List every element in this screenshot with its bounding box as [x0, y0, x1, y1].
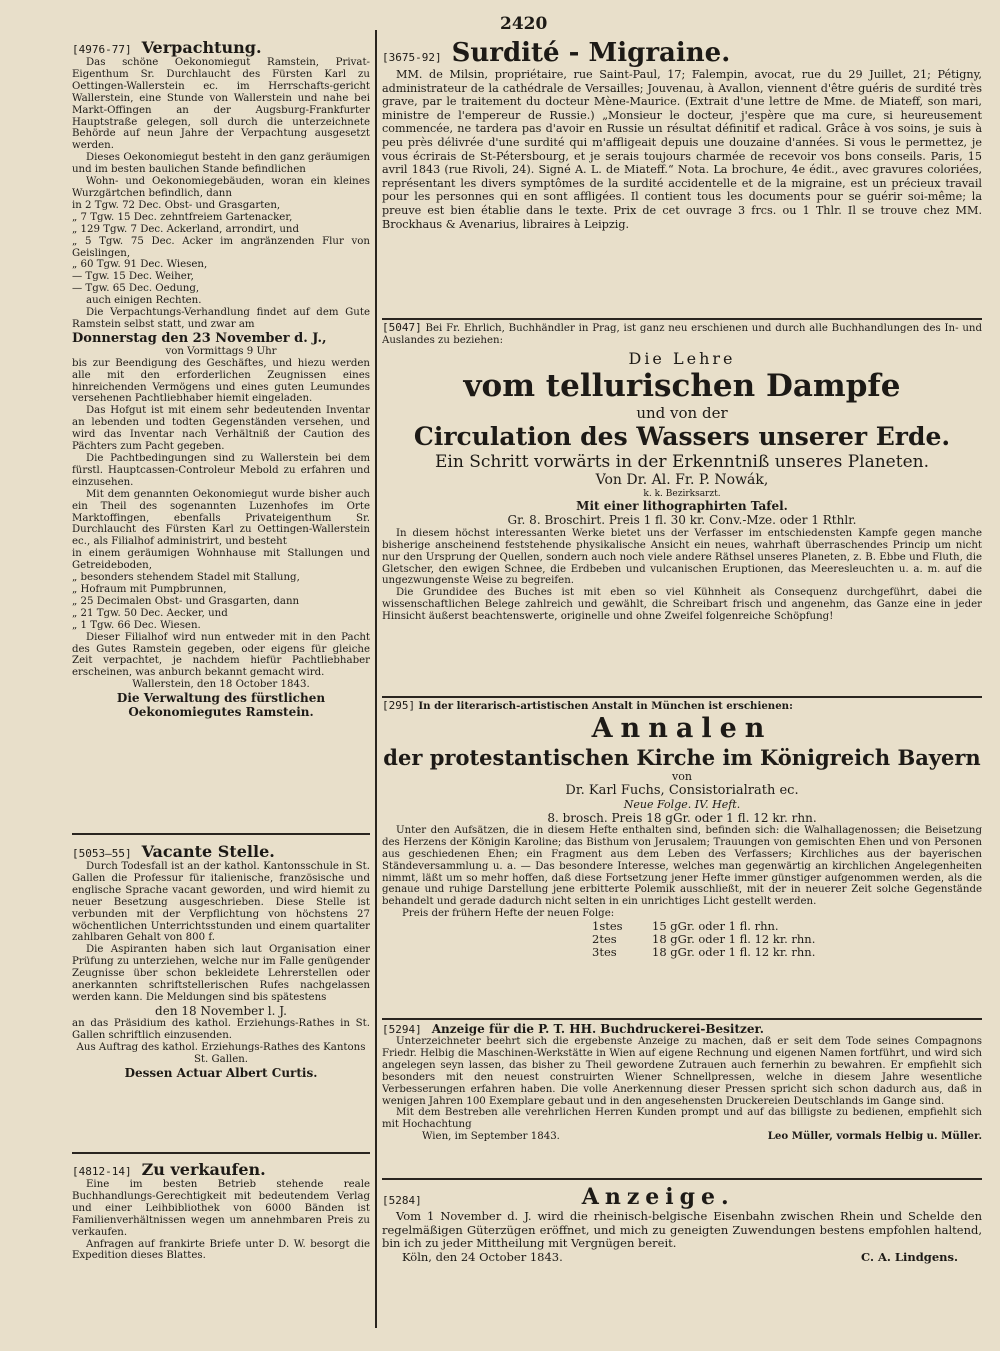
paragraph: Unterzeichneter beehrt sich die ergebenste Anzeige zu machen, daß er seit dem Tode seines Compagnons Friedr. Helbig die Maschinen-Werkstätte in Wien auf eigene Rechnung und eigenen Namen fortführt, und wird sich angelegen seyn lassen, das bisher zu Theil gewordene Zutrauen auch fernerhin zu bewahren. Er empfiehlt sich besonders mit den neuest construirten Wiener Schnellpressen, welche in diesem Jahre wesentliche Verbesserungen erfahren haben. Die volle Anerkennung dieser Pressen spricht sich schon dadurch aus, daß in wenigen Jahren 100 Exemplare gebaut und in den angesehensten Druckereien Deutschlands im Gange sind.: [382, 1036, 982, 1107]
book-line: von: [672, 769, 692, 783]
divider: [382, 696, 982, 698]
place-date: Wallerstein, den 18 October 1843.: [132, 679, 310, 691]
paragraph: Die Grundidee des Buches ist mit eben so viel Kühnheit als Consequenz durchgeführt, dabei die wissenschaftlichen Belege zahlreich und gewählt, die Schreibart frisch und angenehm, das Ganze eine in jeder Hinsicht äußerst beachtenswerte, originelle und ohne Zweifel folgenreiche Schöpfung!: [382, 587, 982, 623]
book-price: Gr. 8. Broschirt. Preis 1 fl. 30 kr. Conv.-Mze. oder 1 Rthlr.: [507, 512, 857, 527]
book-author: Von Dr. Al. Fr. P. Nowák,: [595, 471, 769, 488]
divider: [382, 318, 982, 320]
column-divider: [375, 30, 377, 1328]
ad-title: Anzeige für die P. T. HH. Buchdruckerei-Besitzer.: [431, 1022, 764, 1036]
book-title: vom tellurischen Dampfe: [463, 367, 901, 404]
ad-ref: [5294]: [382, 1023, 422, 1036]
place-date: Köln, den 24 October 1843.: [402, 1249, 563, 1264]
ad-title: Surdité - Migraine.: [451, 38, 731, 68]
signature: Dessen Actuar Albert Curtis.: [124, 1065, 318, 1080]
list-item: „ 5 Tgw. 75 Dec. Acker im angränzenden Flur von Geislingen,: [72, 235, 370, 259]
paragraph: Das schöne Oekonomiegut Ramstein, Privat-Eigenthum Sr. Durchlaucht des Fürsten Karl zu Oettingen-Wallerstein ec. im Herrschafts-gericht Wallerstein, eine Stunde von Wallerstein und nahe bei Markt-Offingen an der Augsburg-Frankfurter Hauptstraße gelegen, soll durch die unterzeichnete Behörde auf neun Jahre der Verpachtung ausgesetzt werden.: [72, 57, 370, 152]
paragraph: Unter den Aufsätzen, die in diesem Hefte enthalten sind, befinden sich: die Walhallagenossen; die Beisetzung des Herzens der Königin Karoline; das Bisthum von Jerusalem; Trauungen von gemischten Ehen und von Personen aus geschiedenen Ehen; ein Fragment aus dem Leben des Verfassers; Kirchliches aus der bayerischen Ständeversammlung u. a. — Das besondere Interesse, welches man gegenwärtig an kirchlichen Angelegenheiten nimmt, läßt um so mehr hoffen, daß diese Fortsetzung jener Hefte immer günstiger aufgenommen werden, als die genaue und ruhige Darstellung jene erbitterte Polemik ausschließt, mit der in neuerer Zeit solche Gegenstände behandelt und gerade dadurch nicht selten in ein unrichtiges Licht gestellt werden.: [382, 824, 982, 908]
ad-buchdrucker: [382, 1022, 982, 1178]
book-title: Annalen: [591, 712, 773, 744]
book-subtitle: der protestantischen Kirche im Königreich Bayern: [383, 744, 981, 770]
paragraph: Vom 1 November d. J. wird die rheinisch-belgische Eisenbahn zwischen Rhein und Schelde den regelmäßigen Güterzügen eröffnet, und mich zu geneigten Zuwendungen bestens empfohlen haltend, bin ich zu jeder Mittheilung mit Vergnügen bereit.: [382, 1209, 982, 1250]
list-item: „ Hofraum mit Pumpbrunnen,: [72, 583, 227, 595]
price-row: [592, 946, 982, 959]
ad-ref: [3675-92]: [382, 51, 442, 64]
list-item: „ besonders stehendem Stadel mit Stallung,: [72, 572, 300, 584]
price-heft: 1stes: [592, 919, 623, 934]
list-item: — Tgw. 65 Dec. Oedung,: [72, 283, 200, 295]
paragraph: Wohn- und Oekonomiegebäuden, woran ein kleines Wurzgärtchen befindlich, dann: [72, 176, 370, 199]
ad-zu-verkaufen: [72, 1160, 370, 1280]
paragraph: Anfragen auf frankirte Briefe unter D. W. besorgt die Expedition dieses Blattes.: [72, 1238, 370, 1262]
paragraph: in einem geräumigen Wohnhause mit Stallungen und Getreideboden,: [72, 548, 370, 572]
ad-surdite: [382, 38, 982, 316]
ad-title: Verpachtung.: [141, 38, 262, 57]
divider: [382, 1178, 982, 1180]
price-heft: 3tes: [592, 945, 617, 960]
ad-ref: [295]: [382, 700, 416, 712]
paragraph: In diesem höchst interessanten Werke bietet uns der Verfasser im entschiedensten Kampfe gegen manche bisherige anscheinend feststehende physikalische Ansicht ein neues, wahrhaft überraschendes Princip um nicht nur den Ursprung der Quellen, sondern auch noch viele andere Räthsel unseres Planeten, z. B. Ebbe und Fluth, die Gletscher, den ewigen Schnee, die Erdbeben und vulcanischen Eruptionen, das Meeresleuchten u. a. m. auf die ungezwungenste Weise zu begreifen.: [382, 527, 982, 587]
book-line: und von der: [636, 403, 728, 422]
list-item: in 2 Tgw. 72 Dec. Obst- und Grasgarten,: [72, 199, 281, 211]
paragraph: an das Präsidium des kathol. Erziehungs-Rathes in St. Gallen schriftlich einzusenden.: [72, 1017, 370, 1041]
paragraph: auch einigen Rechten.: [86, 295, 202, 307]
list-item: „ 25 Decimalen Obst- und Grasgarten, dann: [72, 595, 300, 607]
auction-time: von Vormittags 9 Uhr: [165, 345, 277, 357]
ad-ref: [5284]: [382, 1194, 422, 1207]
list-item: — Tgw. 15 Dec. Weiher,: [72, 271, 194, 283]
book-line: Ein Schritt vorwärts in der Erkenntniß unseres Planeten.: [435, 451, 929, 472]
paragraph: Dieses Oekonomiegut besteht in den ganz geräumigen und im besten baulichen Stande befindlichen: [72, 152, 370, 176]
ad-ref: [4812-14]: [72, 1165, 132, 1178]
paragraph: Das Hofgut ist mit einem sehr bedeutenden Inventar an lebenden und todten Gegenständen versehen, und wird das Inventar nach Verhältniß der Caution des Pächters zum Pacht gegeben.: [72, 405, 370, 453]
paragraph: Preis der frühern Hefte der neuen Folge:: [402, 908, 615, 920]
paragraph: Dieser Filialhof wird nun entweder mit in den Pacht des Gutes Ramstein gegeben, oder eigens für gleiche Zeit verpachtet, je nachdem hiefür Pachtliebhaber erscheinen, was anburch bekannt gemacht wird.: [72, 631, 370, 679]
paragraph: In der literarisch-artistischen Anstalt in München ist erschienen:: [418, 700, 793, 712]
list-item: „ 60 Tgw. 91 Dec. Wiesen,: [72, 259, 208, 271]
list-item: „ 129 Tgw. 7 Dec. Ackerland, arrondirt, und: [72, 223, 299, 235]
paragraph: Durch Todesfall ist an der kathol. Kantonsschule in St. Gallen die Professur für italienische, französische und englische Sprache vacant geworden, und wird hiemit zu neuer Besetzung ausgeschrieben. Diese Stelle ist verbunden mit der Verpflichtung von höchstens 27 wöchentlichen Unterrichtsstunden und einem quartaliter zahlbaren Gehalt von 800 f.: [72, 861, 370, 944]
ad-ref: [5053—55]: [72, 847, 132, 860]
book-edition: Neue Folge. IV. Heft.: [623, 797, 741, 811]
book-author-title: k. k. Bezirksarzt.: [643, 488, 721, 499]
signature: Leo Müller, vormals Helbig u. Müller.: [767, 1130, 982, 1143]
place-date: Wien, im September 1843.: [422, 1131, 560, 1143]
book-subtitle: Circulation des Wassers unserer Erde.: [413, 421, 951, 451]
paragraph: Die Verpachtungs-Verhandlung findet auf dem Gute Ramstein selbst statt, und zwar am: [72, 307, 370, 330]
book-author: Dr. Karl Fuchs, Consistorialrath ec.: [565, 782, 799, 798]
auction-date: Donnerstag den 23 November d. J.,: [72, 330, 327, 346]
paragraph: bis zur Beendigung des Geschäftes, und hiezu werden alle mit den erforderlichen Zeugnissen eines hinreichenden Vermögens und eines guten Leumundes versehenen Pachtliebhaber hiemit eingeladen.: [72, 357, 370, 405]
signature: Die Verwaltung des fürstlichen Oekonomiegutes Ramstein.: [116, 691, 326, 720]
ad-vacante-stelle: [72, 842, 370, 1147]
ad-ref: [4976-77]: [72, 43, 132, 56]
price-value: 15 gGr. oder 1 fl. rhn.: [652, 919, 779, 934]
divider: [72, 833, 370, 835]
ad-ref: [5047]: [382, 322, 422, 334]
divider: [72, 1152, 370, 1154]
book-line: Die Lehre: [628, 348, 736, 368]
book-plate: Mit einer lithographirten Tafel.: [576, 498, 788, 513]
ad-anzeige-eisenbahn: [382, 1184, 982, 1284]
ad-verpachtung: [72, 38, 370, 828]
paragraph: Bei Fr. Ehrlich, Buchhändler in Prag, ist ganz neu erschienen und durch alle Buchhandlungen des In- und Auslandes zu beziehen:: [382, 323, 982, 346]
paragraph: Die Pachtbedingungen sind zu Wallerstein bei dem fürstl. Hauptcassen-Controleur Mebold zu erfahren und einzusehen.: [72, 453, 370, 488]
ad-title: Vacante Stelle.: [141, 842, 275, 861]
ad-title: Zu verkaufen.: [141, 1160, 266, 1179]
list-item: „ 1 Tgw. 66 Dec. Wiesen.: [72, 619, 201, 631]
book-price: 8. brosch. Preis 18 gGr. oder 1 fl. 12 kr. rhn.: [547, 810, 817, 825]
price-heft: 2tes: [592, 932, 617, 947]
ad-title: Anzeige.: [581, 1184, 735, 1210]
paragraph: MM. de Milsin, propriétaire, rue Saint-Paul, 17; Falempin, avocat, rue du 29 Juillet, 21; Pétigny, administrateur de la cathédrale de Versailles; Jouvenau, à Avallon, viennent d'être guéris de surdité très grave, par le traitement du docteur Mène-Maurice. (Extrait d'une lettre de Mme. de Miateff, son mari, ministre de l'empereur de Russie.) „Monsieur le docteur, j'espère que ma cure, si heureusement commencée, ne tardera pas d'avoir en Russie un résultat définitif et radical. Grâce à vos soins, je suis à peu près délivrée d'une surdité qui m'affligeait depuis une douzaine d'années. Si vous le permettez, je vous écrirais de St-Pétersbourg, et je serais toujours charmée de recevoir vos bons conseils. Paris, 15 avril 1843 (rue Rivoli, 24). Signé A. L. de Miateff.“ Nota. La brochure, 4e édit., avec gravures coloriées, représentant les divers symptômes de la surdité accidentelle et de la migraine, est un précieux travail pour les personnes qui en sont affligées. Il contient tous les documents pour se guérir soi-même; la preuve est bien établie dans le texte. Prix de cet ouvrage 3 frcs. ou 1 Thlr. Il se trouve chez MM. Brockhaus & Avenarius, libraires à Leipzig.: [382, 68, 982, 231]
ad-tellurischer-dampf: [382, 322, 982, 694]
signature: C. A. Lindgens.: [861, 1249, 958, 1264]
paragraph: Mit dem Bestreben alle verehrlichen Herren Kunden prompt und auf das billigste zu bedienen, empfiehlt sich mit Hochachtung: [382, 1107, 982, 1131]
paragraph: Mit dem genannten Oekonomiegut wurde bisher auch ein Theil des sogenannten Luzenhofes im Orte Marktoffingen, ebenfalls Privateigenthum Sr. Durchlaucht des Fürsten Karl zu Oettingen-Wallerstein ec., als Filialhof administrirt, und besteht: [72, 488, 370, 548]
paragraph: Aus Auftrag des kathol. Erziehungs-Rathes des Kantons St. Gallen.: [76, 1041, 366, 1065]
list-item: „ 7 Tgw. 15 Dec. zehntfreiem Gartenacker,: [72, 211, 293, 223]
deadline: den 18 November l. J.: [155, 1003, 287, 1018]
divider: [382, 1018, 982, 1020]
paragraph: Die Aspiranten haben sich laut Organisation einer Prüfung zu unterziehen, welche nur im Falle genügender Zeugnisse über schon bekleidete Lehrerstellen oder anerkannten schriftstellerischen Rufes nachgelassen werden kann. Die Meldungen sind bis spätestens: [72, 944, 370, 1003]
ad-annalen: [382, 700, 982, 1018]
page-number: 2420: [500, 14, 548, 34]
list-item: „ 21 Tgw. 50 Dec. Aecker, und: [72, 607, 228, 619]
price-value: 18 gGr. oder 1 fl. 12 kr. rhn.: [652, 945, 816, 960]
price-value: 18 gGr. oder 1 fl. 12 kr. rhn.: [652, 932, 816, 947]
paragraph: Eine im besten Betrieb stehende reale Buchhandlungs-Gerechtigkeit mit bedeutendem Verlag und einer Leihbibliothek von 6000 Bänden ist Familienverhältnissen wegen um annehmbaren Preis zu verkaufen.: [72, 1179, 370, 1238]
